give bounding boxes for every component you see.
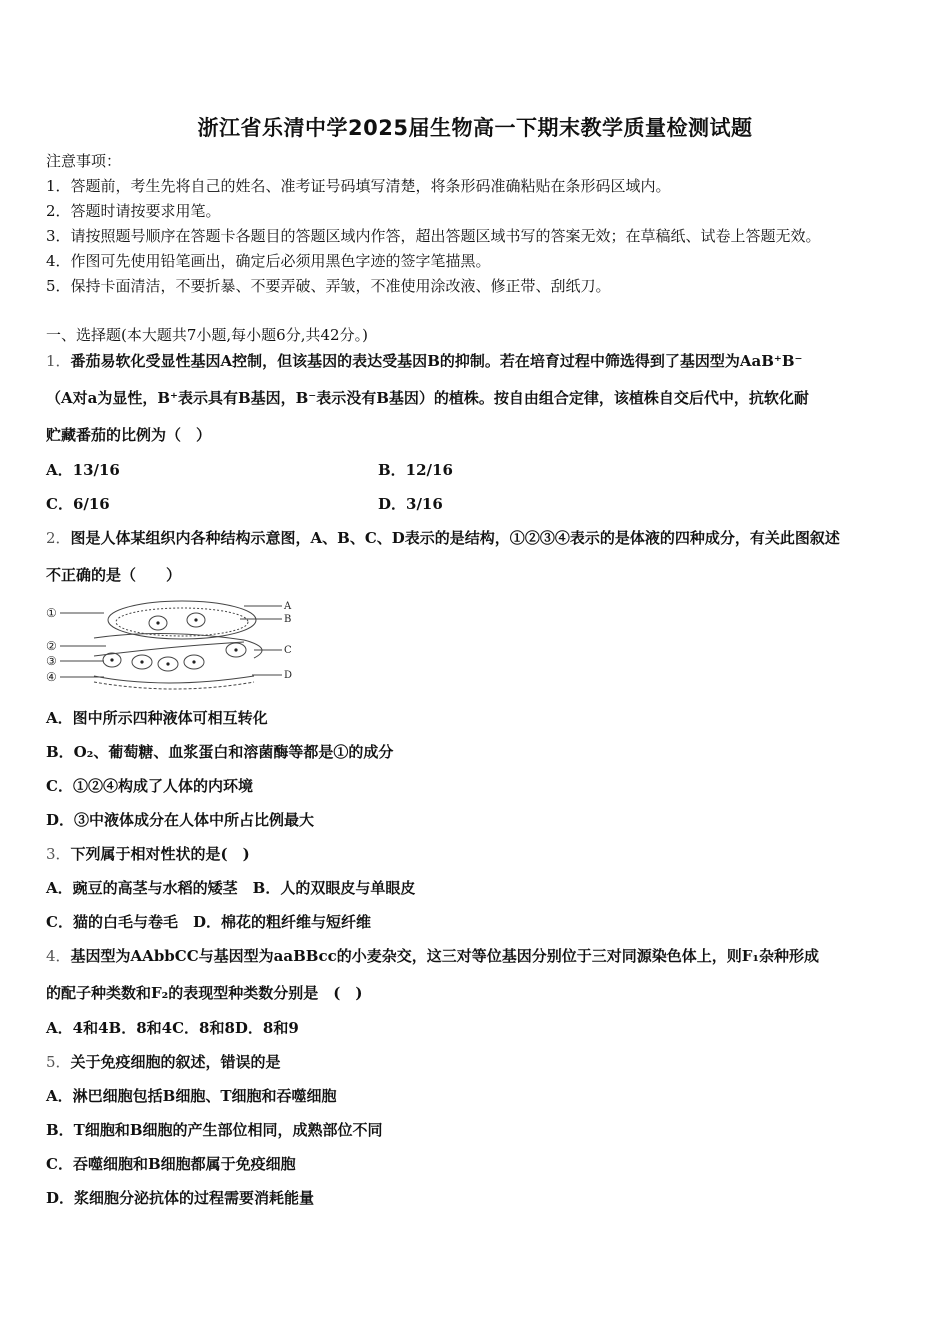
figure-label-4: ④ [46, 670, 57, 684]
figure-label-1: ① [46, 606, 57, 620]
figure-label-d: D [284, 670, 293, 681]
question-1-option-a: A．13/16 [46, 461, 120, 479]
notice-item-4: 4．作图可先使用铅笔画出，确定后必须用黑色字迹的签字笔描黑。 [46, 252, 491, 270]
question-4-line-2: 的配子种类数和F₂的表现型种类数分别是 ( ) [46, 984, 363, 1002]
question-number: 2． [46, 529, 71, 547]
figure-label-2: ② [46, 639, 57, 653]
question-1-line-3: 贮藏番茄的比例为（ ） [46, 426, 212, 444]
page-title: 浙江省乐清中学2025届生物高一下期末教学质量检测试题 [197, 116, 753, 140]
question-5-option-c: C．吞噬细胞和B细胞都属于免疫细胞 [46, 1155, 296, 1173]
question-5-stem: 5．关于免疫细胞的叙述，错误的是 [46, 1053, 281, 1071]
question-number: 1． [46, 352, 71, 370]
question-5-option-b: B．T细胞和B细胞的产生部位相同，成熟部位不同 [46, 1121, 383, 1139]
notice-item-2: 2．答题时请按要求用笔。 [46, 202, 221, 220]
question-1-line-2: （A对a为显性，B⁺表示具有B基因，B⁻表示没有B基因）的植株。按自由组合定律，该植株自交后代中，抗软化耐 [46, 389, 809, 407]
notice-heading: 注意事项： [46, 152, 122, 170]
question-2-option-b: B．O₂、葡萄糖、血浆蛋白和溶菌酶等都是①的成分 [46, 743, 394, 761]
question-3-stem: 3．下列属于相对性状的是( ) [46, 845, 250, 863]
notice-item-5: 5．保持卡面清洁，不要折暴、不要弄破、弄皱，不准使用涂改液、修正带、刮纸刀。 [46, 277, 611, 295]
notice-item-3: 3．请按照题号顺序在答题卡各题目的答题区域内作答，超出答题区域书写的答案无效；在草稿纸、试卷上答题无效。 [46, 227, 821, 245]
question-4-options: A．4和4B．8和4C．8和8D．8和9 [46, 1019, 299, 1037]
figure-label-a: A [284, 601, 292, 612]
question-1-option-c: C．6/16 [46, 495, 110, 513]
notice-item-1: 1．答题前，考生先将自己的姓名、准考证号码填写清楚，将条形码准确粘贴在条形码区域内。 [46, 177, 671, 195]
question-2-option-d: D．③中液体成分在人体中所占比例最大 [46, 811, 315, 829]
question-1-option-d: D．3/16 [378, 495, 443, 513]
question-2-option-a: A．图中所示四种液体可相互转化 [46, 709, 268, 727]
question-2-line-2: 不正确的是（ ） [46, 566, 182, 584]
question-4-line-1: 4．基因型为AAbbCC与基因型为aaBBcc的小麦杂交，这三对等位基因分别位于三对同源染色体上，则F₁杂种形成 [46, 947, 819, 965]
question-1-line-1: 1．番茄易软化受显性基因A控制，但该基因的表达受基因B的抑制。若在培育过程中筛选得到了基因型为AaB⁺B⁻ [46, 352, 803, 370]
question-number: 5． [46, 1053, 71, 1071]
question-number: 3． [46, 845, 71, 863]
figure-label-c: C [284, 645, 292, 656]
question-3-options-cd: C．猫的白毛与卷毛 D．棉花的粗纤维与短纤维 [46, 913, 371, 931]
question-5-option-d: D．浆细胞分泌抗体的过程需要消耗能量 [46, 1189, 315, 1207]
figure-label-b: B [284, 614, 292, 625]
question-1-option-b: B．12/16 [378, 461, 453, 479]
question-2-line-1: 2．图是人体某组织内各种结构示意图，A、B、C、D表示的是结构，①②③④表示的是体液的四种成分，有关此图叙述 [46, 529, 840, 547]
question-3-options-ab: A．豌豆的高茎与水稻的矮茎 B．人的双眼皮与单眼皮 [46, 879, 416, 897]
tissue-structure-diagram [44, 598, 296, 690]
figure-label-3: ③ [46, 654, 57, 668]
question-number: 4． [46, 947, 71, 965]
question-2-option-c: C．①②④构成了人体的内环境 [46, 777, 253, 795]
question-5-option-a: A．淋巴细胞包括B细胞、T细胞和吞噬细胞 [46, 1087, 337, 1105]
section-heading: 一、选择题(本大题共7小题,每小题6分,共42分。) [46, 326, 368, 344]
